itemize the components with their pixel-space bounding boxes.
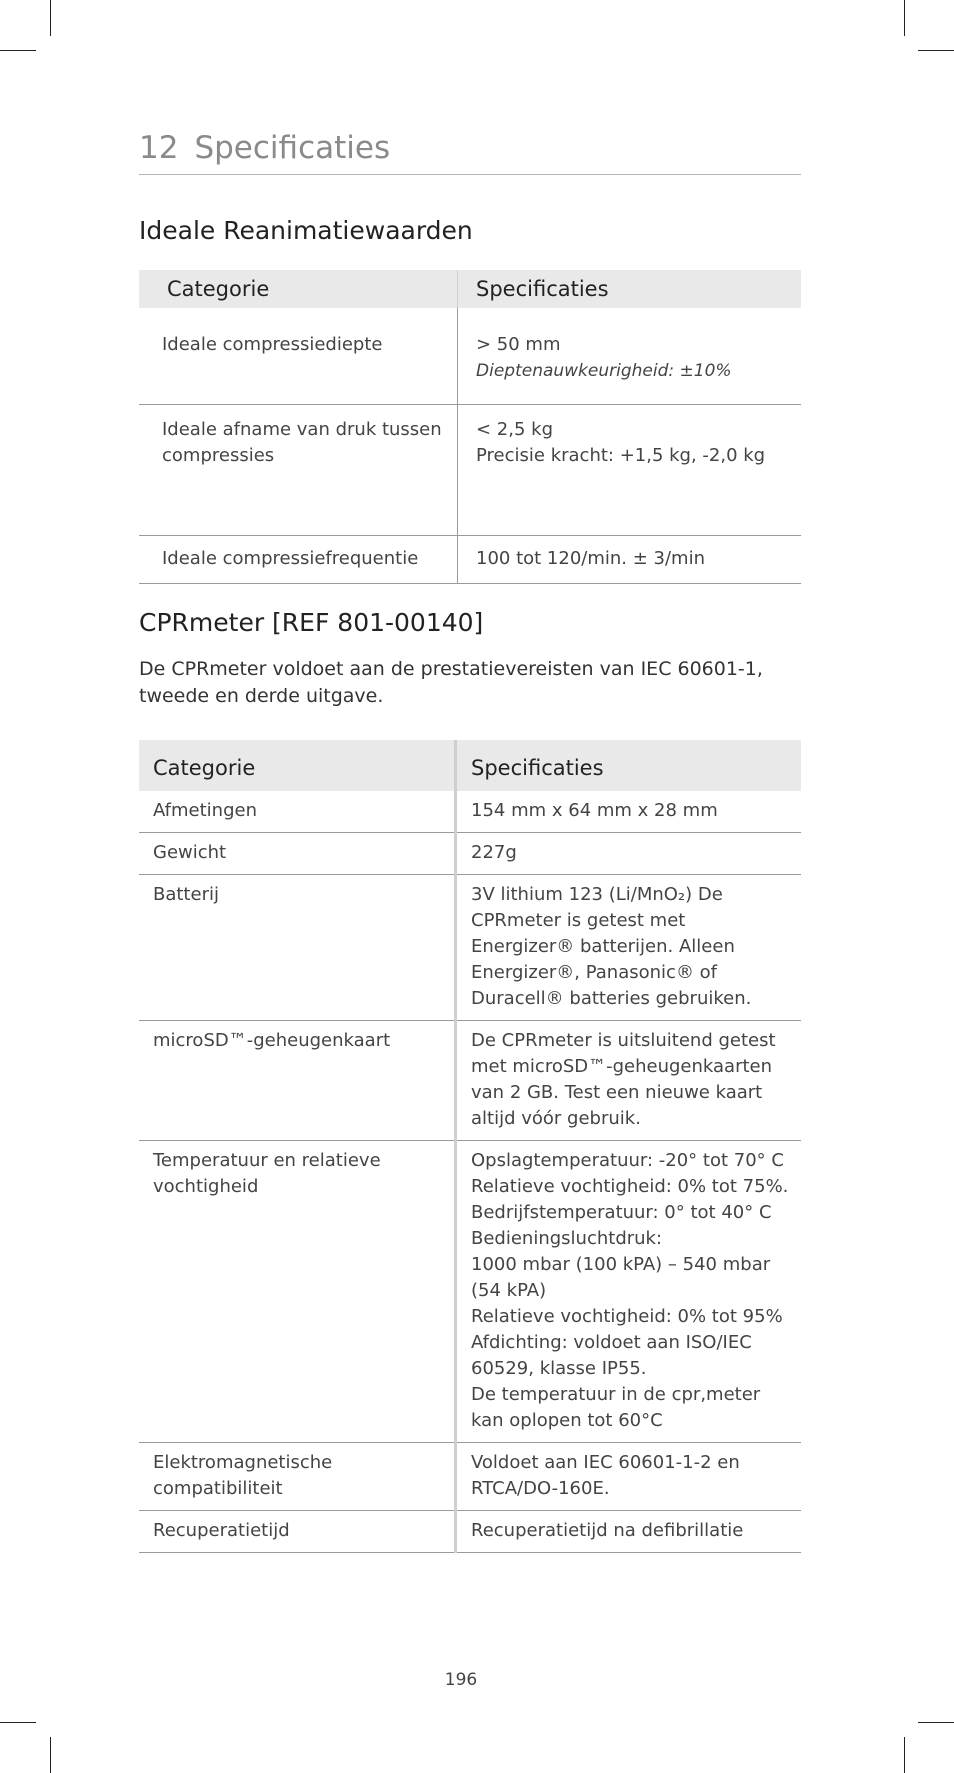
table-row [139,833,801,875]
cprmeter-specs-table [139,740,801,1553]
section-title-cprmeter: CPRmeter [REF 801-00140] [139,608,484,637]
row-category: Ideale compressiediepte [139,308,458,405]
column-header-specifications: Specificaties [456,740,802,791]
spec-line: Relatieve vochtigheid: 0% tot 75%. [471,1176,789,1197]
row-spec: 100 tot 120/min. ± 3/min [458,536,802,584]
column-header-specifications: Specificaties [458,270,802,308]
spec-line: De temperatuur in de cpr,meter kan oplopen tot 60°C [471,1384,761,1431]
row-spec: 154 mm x 64 mm x 28 mm [456,791,802,833]
table-row [139,536,801,584]
row-category: Ideale afname van druk tussen compressies [139,405,458,536]
spec-line: Relatieve vochtigheid: 0% tot 95% [471,1306,783,1327]
spec-value: > 50 mm [476,334,561,355]
table-header-row [139,740,801,791]
spec-note: Precisie kracht: +1,5 kg, -2,0 kg [476,445,766,466]
table-row [139,1021,801,1141]
crop-mark [918,1722,954,1723]
row-category: Batterij [139,875,456,1021]
section-intro: De CPRmeter voldoet aan de prestatievereisten van IEC 60601-1, tweede en derde uitgave. [139,658,763,707]
spec-note: Dieptenauwkeurigheid: ±10% [476,361,732,381]
table-row [139,1511,801,1553]
table-row [139,1443,801,1511]
spec-line: Opslagtemperatuur: -20° tot 70° C [471,1150,784,1171]
crop-mark [0,1722,36,1723]
row-spec: Recuperatietijd na defibrillatie [456,1511,802,1553]
table-row [139,791,801,833]
table-header-row [139,270,801,308]
row-category: Afmetingen [139,791,456,833]
row-category: Temperatuur en relatieve vochtigheid [139,1141,456,1443]
table-row [139,875,801,1021]
row-category: microSD™-geheugenkaart [139,1021,456,1141]
table-row [139,308,801,405]
row-spec [456,1141,802,1443]
row-category: Elektromagnetische compatibiliteit [139,1443,456,1511]
reanimation-values-table [139,270,801,584]
row-spec [458,308,802,405]
crop-mark [0,50,36,51]
spec-line: Afdichting: voldoet aan ISO/IEC 60529, klasse IP55. [471,1332,752,1379]
chapter-number: 12 [139,130,179,166]
row-category: Gewicht [139,833,456,875]
column-header-category: Categorie [139,740,456,791]
crop-mark [50,1737,51,1773]
spec-line: Bedrijfstemperatuur: 0° tot 40° C [471,1202,772,1223]
spec-line: 1000 mbar (100 kPA) – 540 mbar (54 kPA) [471,1254,771,1301]
row-category: Recuperatietijd [139,1511,456,1553]
row-category: Ideale compressiefrequentie [139,536,458,584]
row-spec: Voldoet aan IEC 60601-1-2 en RTCA/DO-160E. [456,1443,802,1511]
row-spec: 227g [456,833,802,875]
crop-mark [904,0,905,36]
row-spec [458,405,802,536]
crop-mark [918,50,954,51]
spec-line: Bedieningsluchtdruk: [471,1228,663,1249]
crop-mark [904,1737,905,1773]
section-title-reanimation: Ideale Reanimatiewaarden [139,216,473,245]
spec-value: < 2,5 kg [476,419,554,440]
page-number: 196 [444,1670,478,1690]
row-spec: 3V lithium 123 (Li/MnO₂) De CPRmeter is getest met Energizer® batterijen. Alleen Energizer®, Panasonic® of Duracell® batteries gebruiken. [456,875,802,1021]
table-row [139,1141,801,1443]
column-header-category: Categorie [139,270,458,308]
crop-mark [50,0,51,36]
table-row [139,405,801,536]
row-spec: De CPRmeter is uitsluitend getest met microSD™-geheugenkaarten van 2 GB. Test een nieuwe kaart altijd vóór gebruik. [456,1021,802,1141]
chapter-title: Specificaties [194,130,391,166]
chapter-heading [139,130,801,175]
